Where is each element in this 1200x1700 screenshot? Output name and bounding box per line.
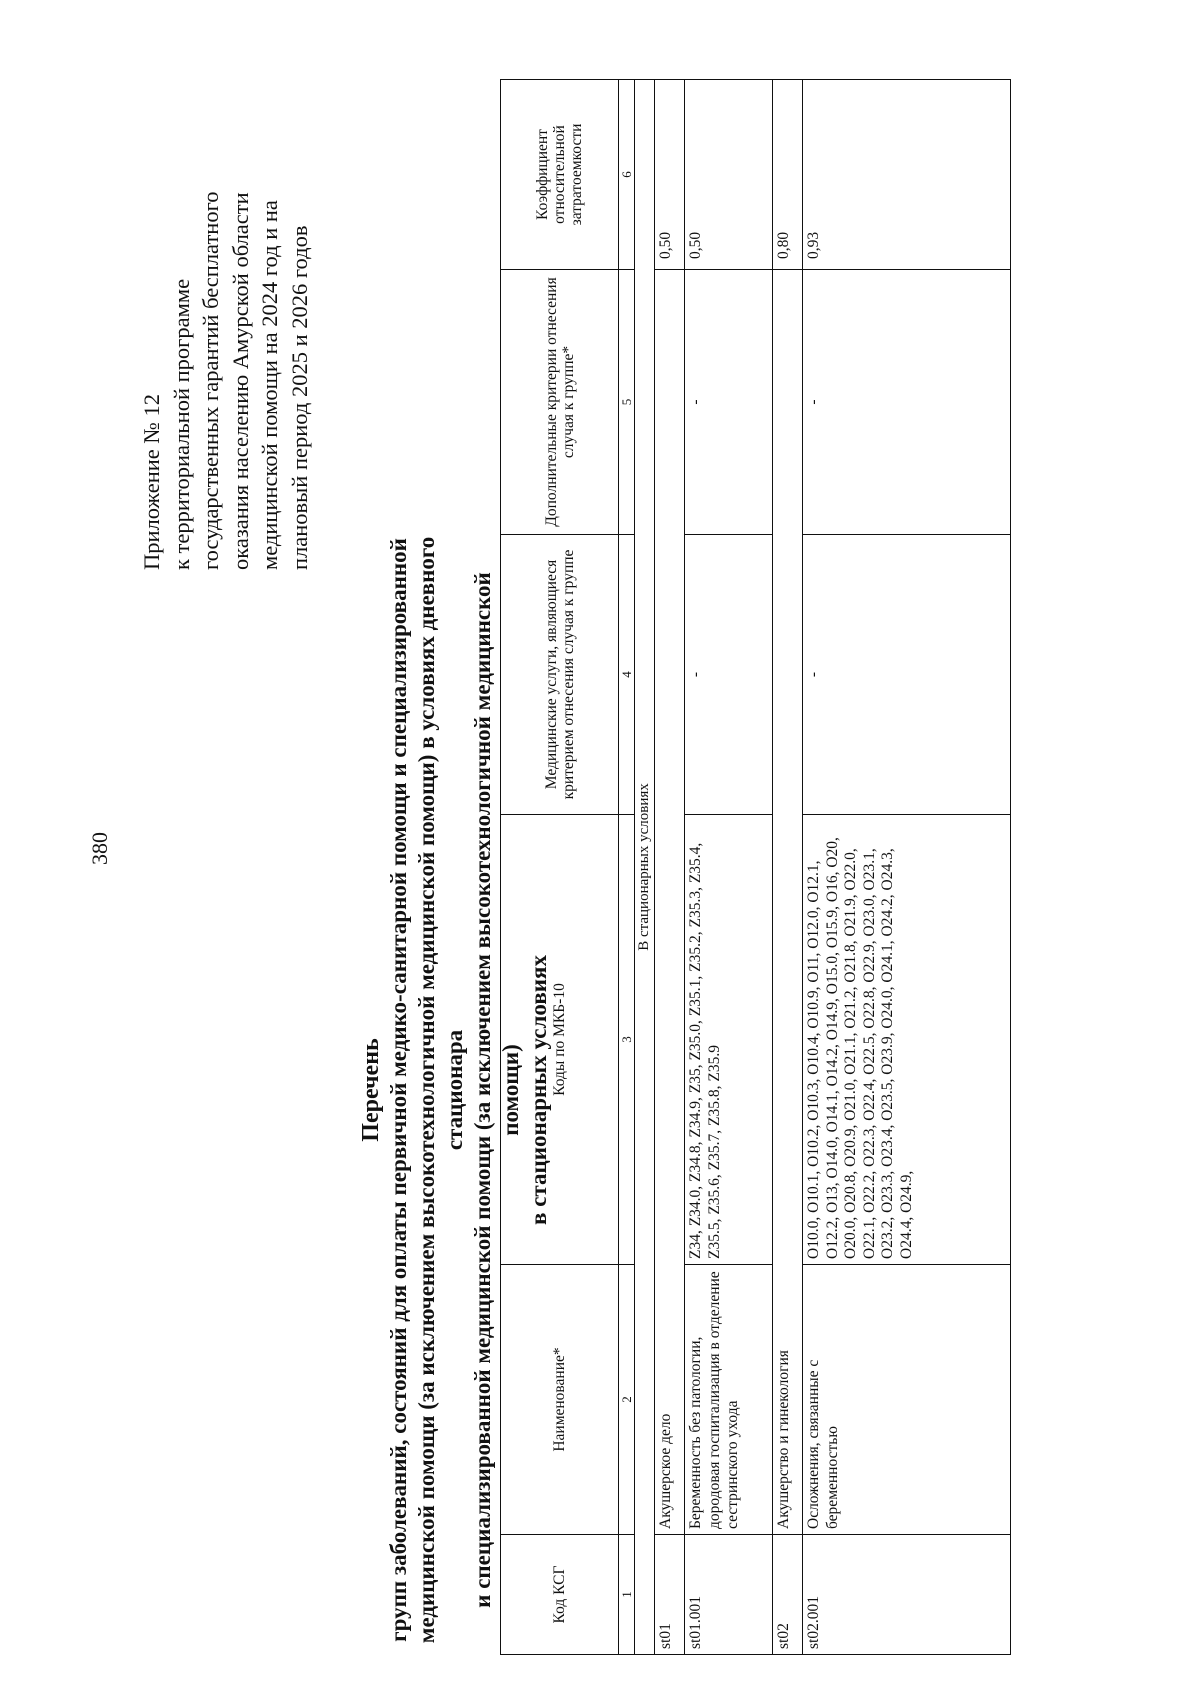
ksg-table <box>500 79 1011 1655</box>
column-number: 1 <box>619 1535 635 1655</box>
header-code: Код КСГ <box>501 1535 619 1655</box>
appendix-line: Приложение № 12 <box>139 394 164 570</box>
cell-coefficient: 0,50 <box>685 80 773 270</box>
cell-mkb: Z34, Z34.0, Z34.8, Z34.9, Z35, Z35.0, Z35.1, Z35.2, Z35.3, Z35.4, Z35.5, Z35.6, Z35.7, Z35.8, Z35.9 <box>685 815 773 1265</box>
cell-coefficient: 0,93 <box>803 80 1011 270</box>
table-row <box>803 80 1011 1655</box>
cell-name: Осложнения, связанные с беременностью <box>803 1265 1011 1535</box>
appendix-line: оказания населению Амурской области <box>227 192 253 570</box>
cell-name: Беременность без патологии, дородовая госпитализация в отделение сестринского ухода <box>685 1265 773 1535</box>
title-line: групп заболеваний, состояний для оплаты первичной медико-санитарной помощи и специализированной <box>386 538 411 1642</box>
cell-services: - <box>803 535 1011 815</box>
column-number-row <box>619 80 635 1655</box>
section-title: В стационарных условиях <box>635 80 655 1655</box>
cell-name: Акушерство и гинекология <box>773 270 803 1535</box>
appendix-line: к территориальной программе <box>168 278 194 570</box>
header-criteria: Дополнительные критерии отнесения случая к группе* <box>501 270 619 535</box>
page-number: 380 <box>87 832 112 865</box>
table-row <box>655 80 685 1655</box>
cell-name: Акушерское дело <box>655 270 685 1535</box>
appendix-line: государственных гарантий бесплатного <box>198 191 223 570</box>
header-row <box>501 80 619 1655</box>
cell-coefficient: 0,80 <box>773 80 803 270</box>
rotated-page <box>45 45 1155 1655</box>
column-number: 4 <box>619 535 635 815</box>
title-heading: Перечень <box>358 1038 384 1142</box>
cell-code: st02.001 <box>803 1535 1011 1655</box>
appendix-line: медицинской помощи на 2024 год и на <box>257 200 282 570</box>
header-name: Наименование* <box>501 1265 619 1535</box>
title-line: в стационарных условиях <box>526 955 551 1225</box>
cell-code: st01.001 <box>685 1535 773 1655</box>
cell-services: - <box>685 535 773 815</box>
column-number: 6 <box>619 80 635 270</box>
cell-criteria: - <box>803 270 1011 535</box>
title-line: и специализированной медицинской помощи (за исключением высокотехнологичной медицинской помощи) <box>470 572 523 1608</box>
section-row <box>635 80 655 1655</box>
header-services: Медицинские услуги, являющиеся критерием отнесения случая к группе <box>501 535 619 815</box>
table-row <box>685 80 773 1655</box>
cell-criteria: - <box>685 270 773 535</box>
cell-code: st02 <box>773 1535 803 1655</box>
header-coefficient: Коэффициент относительной затратоемкости <box>501 80 619 270</box>
column-number: 2 <box>619 1265 635 1535</box>
column-number: 3 <box>619 815 635 1265</box>
appendix-line: плановый период 2025 и 2026 годов <box>286 225 312 570</box>
cell-mkb: O10.0, O10.1, O10.2, O10.3, O10.4, O10.9, O11, O12.0, O12.1, O12.2, O13, O14.0, O14.1, O14.2, O14.9, O15.0, O15.9, O16, O20, O20.0, O20.8, O20.9, O21.0, O21.1, O21.2, O21.8, O21.9, O22.0, O22.1, O22.2, O22.3, O22.4, O22.5, O22.8, O22.9, O23.0, O23.1, O23.2, O23.3, O23.4, O23.5, O23.9, O24.0, O24.1, O24.2, O24.3, O24.4, O24.9, <box>803 815 1011 1265</box>
header-mkb: Коды по МКБ-10 <box>501 815 619 1265</box>
column-number: 5 <box>619 270 635 535</box>
cell-coefficient: 0,50 <box>655 80 685 270</box>
title-line: медицинской помощи (за исключением высокотехнологичной медицинской помощи) в условиях дневного стационара <box>414 536 467 1644</box>
table-row <box>773 80 803 1655</box>
cell-code: st01 <box>655 1535 685 1655</box>
appendix-block <box>137 100 314 570</box>
